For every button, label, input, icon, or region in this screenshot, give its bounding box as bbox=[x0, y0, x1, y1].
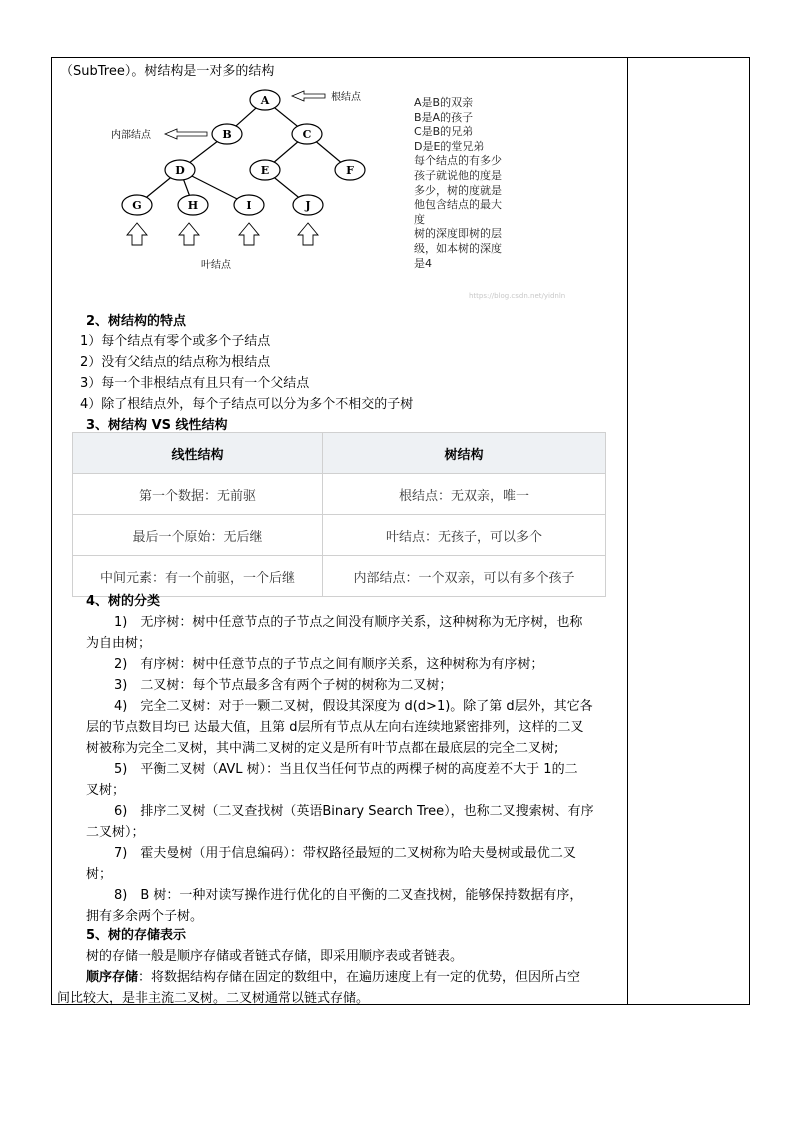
text-line: 7) 霍夫曼树（用于信息编码）：带权路径最短的二叉树称为哈夫曼树或最优二叉 bbox=[114, 846, 576, 861]
text-line bbox=[86, 966, 580, 985]
node-label: H bbox=[187, 199, 199, 212]
note-line: B是A的孩子 bbox=[414, 110, 474, 124]
node-label: B bbox=[222, 128, 232, 141]
text-line: 间比较大，是非主流二叉树。二叉树通常以链式存储。 bbox=[57, 991, 370, 1006]
text-line: 二叉树）； bbox=[86, 825, 145, 840]
node-label: E bbox=[260, 164, 270, 177]
table-cell: 中间元素：有一个前驱，一个后继 bbox=[73, 556, 323, 597]
section-5-title: 5、树的存储表示 bbox=[86, 928, 187, 943]
diagram-notes bbox=[414, 96, 502, 271]
text-span: ：将数据结构存储在固定的数组中，在遍历速度上有一定的优势，但因所占空 bbox=[138, 970, 581, 985]
text-line: 8) B 树：一种对读写操作进行优化的自平衡的二叉查找树，能够保持数据有序， bbox=[114, 888, 583, 903]
node-label: C bbox=[302, 128, 312, 141]
text-line: 叉树； bbox=[86, 783, 126, 798]
text-line: 树被称为完全二叉树，其中满二叉树的定义是所有叶节点都在最底层的完全二叉树; bbox=[86, 741, 559, 756]
note-line: 孩子就说他的度是 bbox=[414, 168, 502, 182]
header-tree: 树结构 bbox=[323, 433, 606, 474]
node-label: G bbox=[132, 199, 142, 212]
root-label: 根结点 bbox=[331, 92, 361, 103]
note-line: 是4 bbox=[414, 256, 432, 270]
note-line: 树的深度即树的层 bbox=[414, 227, 502, 241]
node-label: F bbox=[346, 164, 354, 177]
header-linear: 线性结构 bbox=[73, 433, 323, 474]
table-cell: 第一个数据：无前驱 bbox=[73, 474, 323, 515]
internal-label: 内部结点 bbox=[111, 130, 151, 141]
tree-diagram bbox=[85, 82, 585, 302]
note-line: 每个结点的有多少 bbox=[414, 154, 502, 168]
leaf-arrow-icon bbox=[179, 223, 199, 245]
section-2-title: 2、树结构的特点 bbox=[86, 314, 187, 329]
text-line: 6) 排序二叉树（二叉查找树（英语Binary Search Tree），也称二叉搜索树、有序 bbox=[114, 804, 594, 819]
note-line: 度 bbox=[414, 212, 425, 226]
text-line: 2) 有序树：树中任意节点的子节点之间有顺序关系，这种树称为有序树； bbox=[114, 657, 544, 672]
bold-label: 顺序存储 bbox=[86, 970, 139, 985]
leaf-arrow-icon bbox=[239, 223, 259, 245]
internal-arrow-icon bbox=[165, 129, 207, 139]
intro-line: （SubTree）。树结构是一对多的结构 bbox=[60, 64, 275, 79]
table-cell: 最后一个原始：无后继 bbox=[73, 515, 323, 556]
column-divider bbox=[627, 57, 628, 1005]
table-header-row bbox=[73, 433, 606, 474]
note-line: A是B的双亲 bbox=[414, 96, 474, 109]
list-item: 1）每个结点有零个或多个子结点 bbox=[80, 334, 271, 349]
note-line: 他包含结点的最大 bbox=[414, 198, 502, 212]
note-line: D是E的堂兄弟 bbox=[414, 139, 485, 153]
text-line: 为自由树； bbox=[86, 636, 152, 651]
table-row bbox=[73, 474, 606, 515]
leaf-label: 叶结点 bbox=[201, 260, 231, 271]
text-line: 5) 平衡二叉树（AVL 树）：当且仅当任何节点的两棵子树的高度差不大于 1的二 bbox=[114, 762, 578, 777]
text-line: 拥有多余两个子树。 bbox=[86, 909, 204, 924]
leaf-arrow-icon bbox=[298, 223, 318, 245]
list-item: 3）每一个非根结点有且只有一个父结点 bbox=[80, 376, 310, 391]
table-row bbox=[73, 515, 606, 556]
text-line: 4) 完全二叉树：对于一颗二叉树，假设其深度为 d(d>1)。除了第 d层外，其它各 bbox=[114, 699, 593, 714]
text-line: 层的节点数目均已 达最大值，且第 d层所有节点从左向右连续地紧密排列，这样的二叉 bbox=[86, 720, 584, 735]
text-line: 1) 无序树：树中任意节点的子节点之间没有顺序关系，这种树称为无序树，也称 bbox=[114, 615, 583, 630]
note-line: 多少，树的度就是 bbox=[414, 183, 502, 197]
leaf-arrow-icon bbox=[127, 223, 147, 245]
watermark: https://blog.csdn.net/yidnln bbox=[469, 292, 566, 300]
comparison-table bbox=[72, 432, 606, 597]
section-4-title: 4、树的分类 bbox=[86, 594, 161, 609]
table-cell: 内部结点：一个双亲，可以有多个孩子 bbox=[323, 556, 606, 597]
node-label: D bbox=[175, 164, 185, 177]
node-label: A bbox=[260, 94, 270, 107]
list-item: 2）没有父结点的结点称为根结点 bbox=[80, 355, 271, 370]
section-3-title: 3、树结构 VS 线性结构 bbox=[86, 418, 228, 433]
list-item: 4）除了根结点外，每个子结点可以分为多个不相交的子树 bbox=[80, 397, 414, 412]
table-cell: 叶结点：无孩子，可以多个 bbox=[323, 515, 606, 556]
text-line: 3) 二叉树：每个节点最多含有两个子树的树称为二叉树； bbox=[114, 678, 453, 693]
note-line: C是B的兄弟 bbox=[414, 125, 474, 139]
note-line: 级，如本树的深度 bbox=[414, 241, 502, 255]
root-arrow-icon bbox=[292, 91, 325, 101]
text-line: 树； bbox=[86, 867, 113, 882]
text-line: 树的存储一般是顺序存储或者链式存储，即采用顺序表或者链表。 bbox=[86, 949, 464, 964]
node-label: I bbox=[246, 199, 252, 212]
node-label: J bbox=[305, 199, 311, 212]
table-cell: 根结点：无双亲，唯一 bbox=[323, 474, 606, 515]
